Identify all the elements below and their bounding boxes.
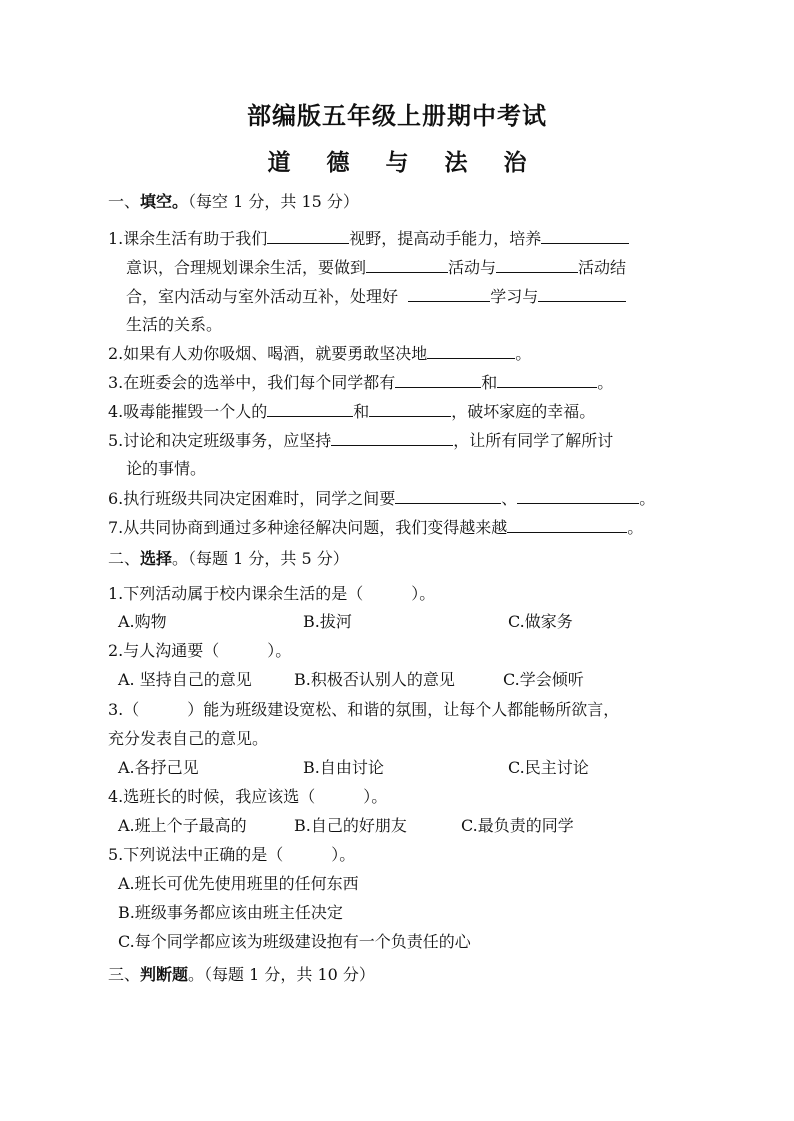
choice-3-option-a[interactable]: A.各抒己见: [118, 758, 199, 777]
q3-text-c: 。: [597, 373, 614, 392]
answer-blank[interactable]: [408, 285, 490, 302]
answer-blank[interactable]: [507, 516, 627, 533]
choice-2-option-b[interactable]: B.积极否认别人的意见: [294, 670, 455, 689]
section-3-heading: [108, 964, 375, 986]
question-1-line-1: [108, 227, 629, 250]
section-2-heading: [108, 548, 349, 570]
question-6: [108, 487, 655, 510]
choice-4-option-c[interactable]: C.最负责的同学: [461, 816, 574, 835]
question-1-line-4: [126, 314, 222, 336]
question-5-line-2: [126, 458, 206, 480]
choice-1-option-b[interactable]: B.拔河: [303, 612, 352, 631]
q1-text-h: 生活的关系。: [126, 315, 223, 334]
q6-text-b: 、: [501, 489, 518, 508]
q6-text-c: 。: [639, 489, 656, 508]
subject-title: 道 德 与 法 治: [267, 149, 541, 176]
answer-blank[interactable]: [369, 400, 451, 417]
choice-1-option-a[interactable]: A.购物: [118, 612, 167, 631]
answer-blank[interactable]: [427, 342, 515, 359]
section-3-note: 。（每题 1 分，共 10 分）: [188, 965, 375, 984]
answer-blank[interactable]: [267, 227, 349, 244]
section-2-number: 二、: [108, 549, 141, 568]
q1-text-c: 意识，合理规划课余生活，要做到: [126, 258, 367, 277]
choice-3-option-c[interactable]: C.民主讨论: [508, 758, 589, 777]
q1-text-e: 活动结: [578, 258, 627, 277]
choice-4-option-a[interactable]: A.班上个子最高的: [118, 816, 247, 835]
choice-5-option-a[interactable]: A.班长可优先使用班里的任何东西: [118, 874, 359, 893]
choice-1-option-c[interactable]: C.做家务: [508, 612, 573, 631]
choice-1-stem: 1.下列活动属于校内课余生活的是（ ）。: [108, 584, 436, 603]
answer-blank[interactable]: [517, 487, 639, 504]
choice-3-stem-cont: 充分发表自己的意见。: [108, 729, 269, 748]
q5-text-a: 5.讨论和决定班级事务，应坚持: [108, 431, 332, 450]
q7-text-b: 。: [627, 518, 644, 537]
section-1-heading: [108, 191, 359, 213]
choice-4-stem: 4.选班长的时候，我应该选（ ）。: [108, 787, 388, 806]
answer-blank[interactable]: [267, 400, 353, 417]
q4-text-a: 4.吸毒能摧毁一个人的: [108, 402, 268, 421]
q4-text-c: ，破坏家庭的幸福。: [451, 402, 596, 421]
question-7: [108, 516, 643, 539]
section-1-name: 填空。: [140, 192, 189, 211]
choice-5-option-b[interactable]: B.班级事务都应该由班主任决定: [118, 903, 343, 922]
section-3-number: 三、: [108, 965, 141, 984]
choice-3-stem: 3.（ ）能为班级建设宽松、和谐的氛围，让每个人都能畅所欲言，: [108, 700, 620, 719]
choice-3-option-b[interactable]: B.自由讨论: [303, 758, 384, 777]
q6-text-a: 6.执行班级共同决定困难时，同学之间要: [108, 489, 396, 508]
answer-blank[interactable]: [395, 371, 481, 388]
q3-text-b: 和: [481, 373, 498, 392]
answer-blank[interactable]: [496, 256, 578, 273]
choice-4-option-b[interactable]: B.自己的好朋友: [294, 816, 407, 835]
q1-text-b: 视野，提高动手能力，培养: [349, 229, 542, 248]
question-1-line-2: [126, 256, 626, 279]
question-3: [108, 371, 613, 394]
choice-2-option-c[interactable]: C.学会倾听: [503, 670, 584, 689]
q1-text-g: 学习与: [490, 287, 539, 306]
choice-5-option-c[interactable]: C.每个同学都应该为班级建设抱有一个负责任的心: [118, 932, 471, 951]
section-1-note: （每空 1 分，共 15 分）: [188, 192, 359, 211]
q1-text-a: 1.课余生活有助于我们: [108, 229, 268, 248]
answer-blank[interactable]: [395, 487, 501, 504]
section-1-number: 一、: [108, 192, 141, 211]
choice-5-stem: 5.下列说法中正确的是（ ）。: [108, 845, 356, 864]
q4-text-b: 和: [353, 402, 370, 421]
choice-2-option-a[interactable]: A. 坚持自己的意见: [118, 670, 252, 689]
answer-blank[interactable]: [366, 256, 448, 273]
question-1-line-3: [126, 285, 626, 308]
question-4: [108, 400, 595, 423]
question-2: [108, 342, 531, 365]
q2-text-a: 2.如果有人劝你吸烟、喝酒，就要勇敢坚决地: [108, 344, 428, 363]
q2-text-b: 。: [515, 344, 532, 363]
q1-text-f: 合，室内活动与室外活动互补，处理好: [126, 287, 399, 306]
q5-text-b: ，让所有同学了解所讨: [453, 431, 614, 450]
answer-blank[interactable]: [541, 227, 629, 244]
q5-text-c: 论的事情。: [126, 459, 207, 478]
answer-blank[interactable]: [497, 371, 597, 388]
question-5-line-1: [108, 429, 613, 452]
answer-blank[interactable]: [331, 429, 453, 446]
q7-text-a: 7.从共同协商到通过多种途径解决问题，我们变得越来越: [108, 518, 508, 537]
choice-2-stem: 2.与人沟通要（ ）。: [108, 641, 292, 660]
q1-text-d: 活动与: [448, 258, 497, 277]
q3-text-a: 3.在班委会的选举中，我们每个同学都有: [108, 373, 396, 392]
exam-title: 部编版五年级上册期中考试: [247, 101, 547, 130]
section-2-name: 选择: [140, 549, 173, 568]
answer-blank[interactable]: [538, 285, 626, 302]
section-2-note: 。（每题 1 分，共 5 分）: [172, 549, 349, 568]
section-3-name: 判断题: [140, 965, 189, 984]
